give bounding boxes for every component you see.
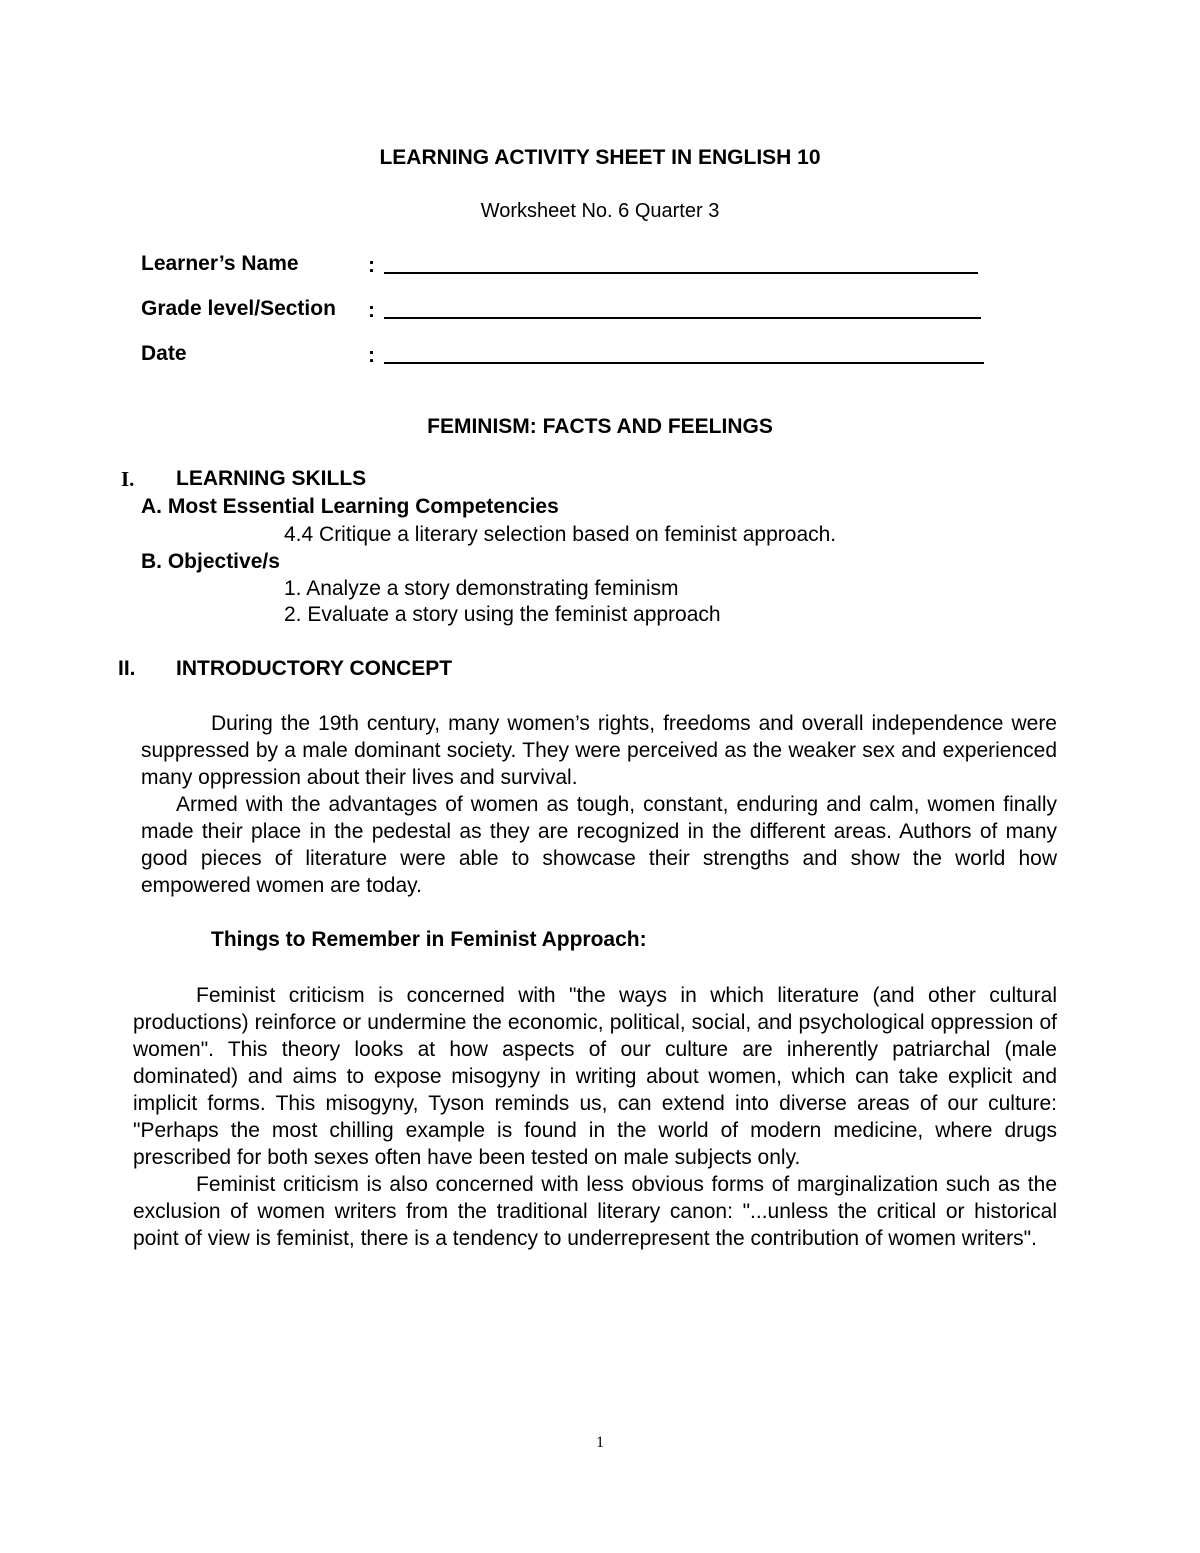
- worksheet-subtitle: Worksheet No. 6 Quarter 3: [480, 200, 720, 222]
- learner-name-blank[interactable]: [384, 272, 978, 274]
- objective-item: 2. Evaluate a story using the feminist approach: [284, 603, 721, 626]
- document-title: LEARNING ACTIVITY SHEET IN ENGLISH 10: [379, 146, 821, 169]
- learner-name-colon: :: [368, 254, 375, 277]
- section-title: FEMINISM: FACTS AND FEELINGS: [427, 415, 773, 438]
- paragraph: During the 19th century, many women’s rights, freedoms and overall independence were suppressed by a male dominant society. They were perceived as the weaker sex and experienced many oppression about their lives and survival.: [141, 712, 1057, 789]
- objectives-heading: B. Objective/s: [141, 550, 280, 573]
- page-number: 1: [596, 1434, 604, 1451]
- paragraph: Feminist criticism is also concerned with less obvious forms of marginalization such as the exclusion of women writers from the traditional literary canon: "...unless the critical or historical point of view is feminist, there is a tendency to underrepresent the contribution of women writers".: [133, 1173, 1057, 1250]
- competency-item: 4.4 Critique a literary selection based on feminist approach.: [284, 523, 837, 546]
- competencies-heading: A. Most Essential Learning Competencies: [141, 495, 559, 518]
- section-numeral-1: I.: [121, 467, 135, 491]
- paragraph: Feminist criticism is concerned with "the ways in which literature (and other cultural productions) reinforce or undermine the economic, political, social, and psychological oppression of women". This theory looks at how aspects of our culture are inherently patriarchal (male dominated) and aims to expose misogyny in writing about women, which can take explicit and implicit forms. This misogyny, Tyson reminds us, can extend into diverse areas of our culture: "Perhaps the most chilling example is found in the world of modern medicine, where drugs prescribed for both sexes often have been tested on male subjects only.: [133, 984, 1057, 1169]
- paragraph: Armed with the advantages of women as tough, constant, enduring and calm, women finally made their place in the pedestal as they are recognized in the different areas. Authors of many good pieces of literature were able to showcase their strengths and show the world how empowered women are today.: [141, 793, 1057, 897]
- grade-section-colon: :: [368, 299, 375, 322]
- date-colon: :: [368, 344, 375, 367]
- remember-body: [133, 982, 1057, 1252]
- grade-section-label: Grade level/Section: [141, 297, 336, 320]
- objective-item: 1. Analyze a story demonstrating feminism: [284, 577, 679, 600]
- remember-heading: Things to Remember in Feminist Approach:: [211, 928, 647, 951]
- section-numeral-2: II.: [118, 657, 136, 680]
- learning-skills-heading: LEARNING SKILLS: [176, 467, 367, 490]
- introductory-body: [141, 710, 1057, 899]
- introductory-heading: INTRODUCTORY CONCEPT: [176, 657, 453, 680]
- learner-name-label: Learner’s Name: [141, 252, 299, 275]
- grade-section-blank[interactable]: [384, 317, 981, 319]
- date-label: Date: [141, 342, 187, 365]
- date-blank[interactable]: [384, 362, 984, 364]
